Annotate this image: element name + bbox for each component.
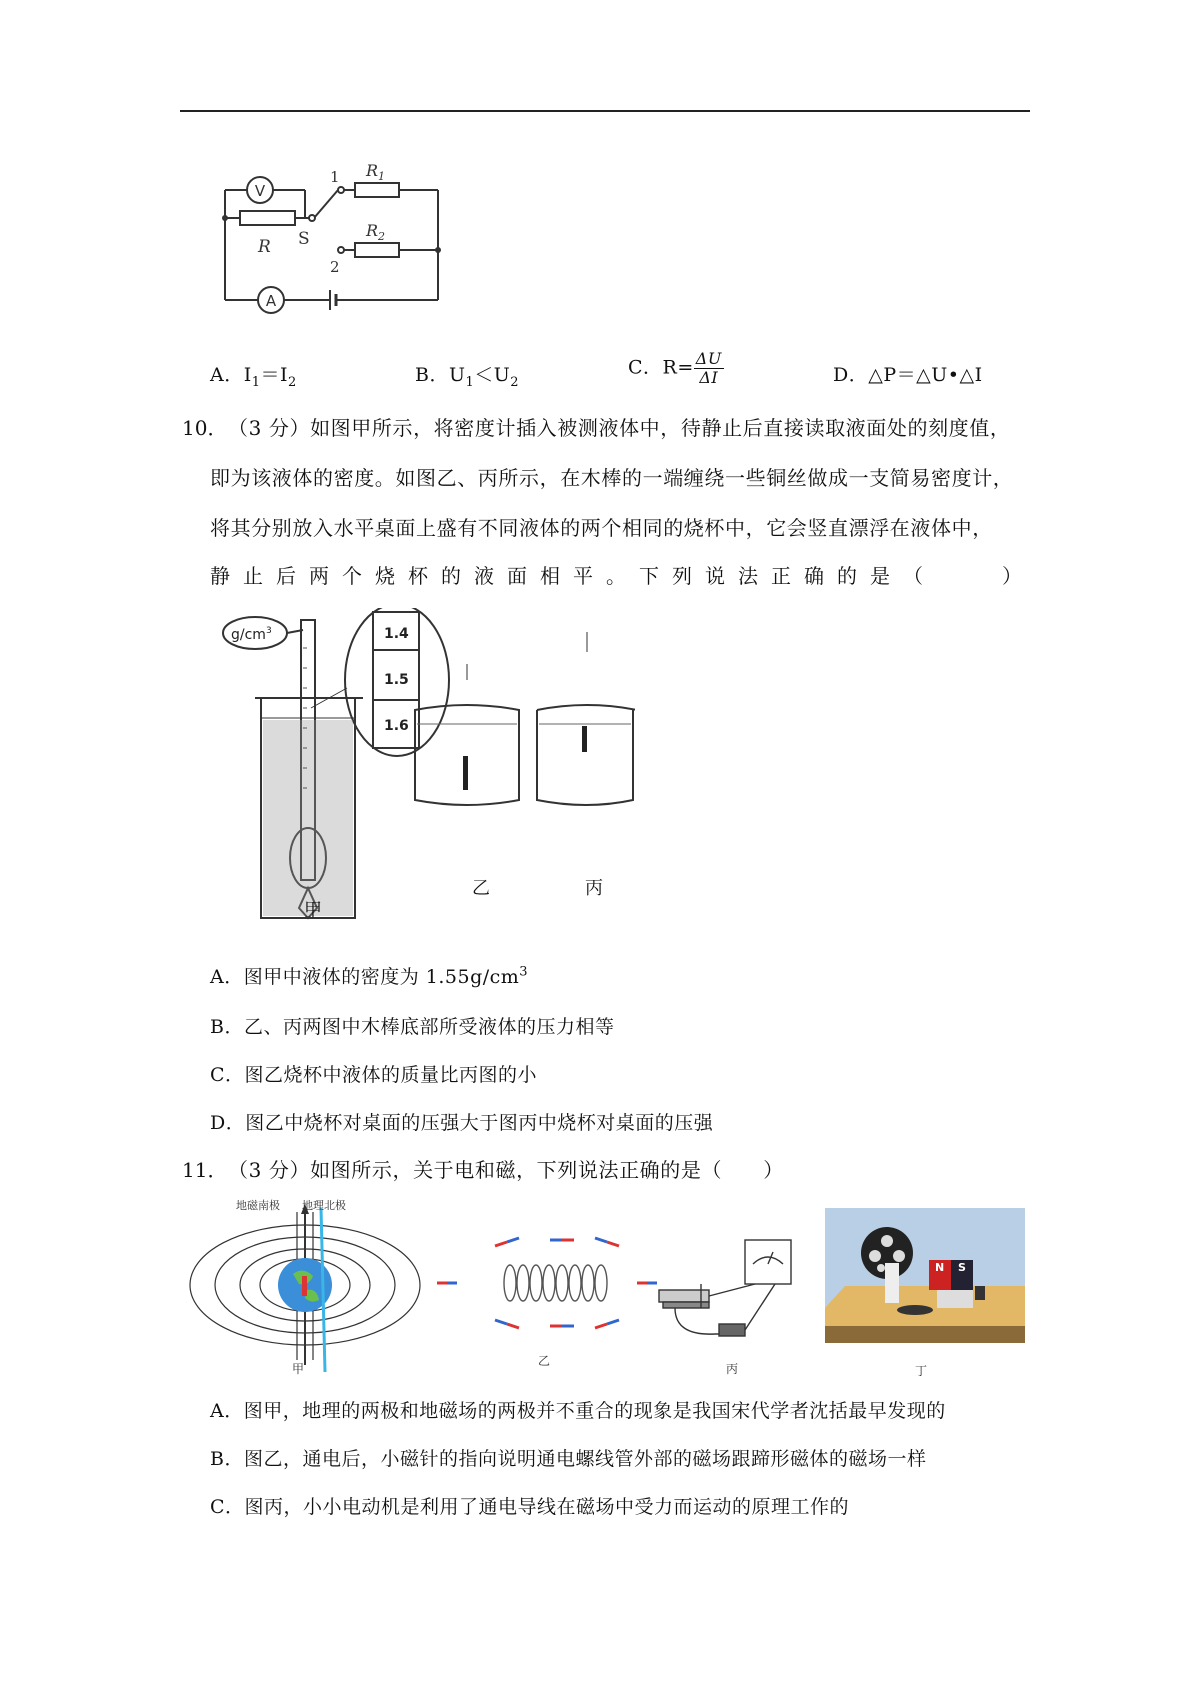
- q11-option-a[interactable]: A．图甲，地理的两极和地磁场的两极并不重合的现象是我国宋代学者沈括最早发现的: [210, 1400, 946, 1422]
- stick-in-beaker-yi: [463, 756, 468, 790]
- magnet-label-s: S: [958, 1261, 966, 1274]
- q11-option-b[interactable]: B．图乙，通电后，小磁针的指向说明通电螺线管外部的磁场跟蹄形磁体的磁场一样: [210, 1448, 927, 1470]
- scale-mark-3: 1.6: [384, 718, 409, 734]
- magnet-label-n: N: [935, 1261, 945, 1274]
- ammeter-label: A: [265, 292, 277, 310]
- solenoid-figure: [435, 1228, 660, 1338]
- switch-s-label: S: [298, 229, 310, 249]
- header-rule: [180, 110, 1030, 112]
- resistor-r1-label: $R_1$: [366, 161, 386, 183]
- voltmeter-label: V: [254, 182, 266, 200]
- q10-option-a[interactable]: A．图甲中液体的密度为 $1.55g/cm^3$: [210, 964, 529, 988]
- q9-option-b[interactable]: B．$U_1<U_2$: [415, 364, 520, 390]
- q10-number: 10．: [182, 416, 228, 440]
- q10-stem-line-4: 静止后两个烧杯的液面相平。下列说法正确的是（ ）: [210, 564, 1035, 588]
- scale-mark-1: 1.4: [384, 626, 409, 642]
- figure-label-ding-q11: 丁: [915, 1364, 928, 1378]
- q10-stem-line-3: 将其分别放入水平桌面上盛有不同液体的两个相同的烧杯中，它会竖直漂浮在液体中，: [210, 516, 993, 540]
- q10-stem-line-1: （3 分）如图甲所示，将密度计插入被测液体中，待静止后直接读取液面处的刻度值，: [228, 416, 1011, 440]
- figure-label-yi-q11: 乙: [538, 1354, 551, 1368]
- switch-pos2-label: 2: [330, 258, 340, 276]
- q9-option-d[interactable]: D．△P＝△U•△I: [833, 364, 983, 386]
- earth-label-geomagnetic-south: 地磁南极: [236, 1199, 280, 1212]
- stick-in-beaker-bing: [582, 726, 587, 752]
- figure-label-bing: 丙: [585, 878, 603, 899]
- q10-option-c[interactable]: C．图乙烧杯中液体的质量比丙图的小: [210, 1064, 538, 1086]
- unit-label: $g/cm^3$: [231, 626, 272, 643]
- earth-label-geographic-north: 地理北极: [302, 1199, 346, 1212]
- q9-option-c-fraction: $\frac{\Delta U}{\Delta I}$: [695, 349, 722, 387]
- switch-pos1-label: 1: [330, 168, 340, 186]
- q10-stem-line-2: 即为该液体的密度。如图乙、丙所示，在木棒的一端缠绕一些铜丝做成一支简易密度计，: [210, 466, 1014, 490]
- densimeter-figure: [215, 608, 635, 928]
- q11-stem: （3 分）如图所示，关于电和磁，下列说法正确的是（ ）: [228, 1158, 784, 1182]
- q9-option-c[interactable]: C．R= $\frac{\Delta U}{\Delta I}$: [628, 349, 722, 387]
- resistor-r2-label: $R_2$: [366, 221, 386, 243]
- q10-option-b[interactable]: B．乙、丙两图中木棒底部所受液体的压力相等: [210, 1016, 615, 1038]
- q10-option-d[interactable]: D．图乙中烧杯对桌面的压强大于图丙中烧杯对桌面的压强: [210, 1112, 714, 1134]
- circuit-diagram: [200, 160, 460, 320]
- scale-mark-2: 1.5: [384, 672, 409, 688]
- resistor-r-label: R: [258, 237, 271, 257]
- earth-magnetic-field-figure: [185, 1200, 425, 1375]
- q11-number: 11．: [182, 1158, 228, 1182]
- q9-option-a[interactable]: A．$I_1=I_2$: [210, 364, 297, 390]
- figure-label-bing-q11: 丙: [726, 1362, 739, 1376]
- motor-experiment-figure: [655, 1238, 795, 1348]
- figure-label-yi: 乙: [472, 878, 490, 899]
- figure-label-jia: 甲: [304, 900, 322, 921]
- figure-label-jia-q11: 甲: [292, 1362, 305, 1376]
- motor-model-photo: [825, 1208, 1025, 1343]
- q11-option-c[interactable]: C．图丙，小小电动机是利用了通电导线在磁场中受力而运动的原理工作的: [210, 1496, 850, 1518]
